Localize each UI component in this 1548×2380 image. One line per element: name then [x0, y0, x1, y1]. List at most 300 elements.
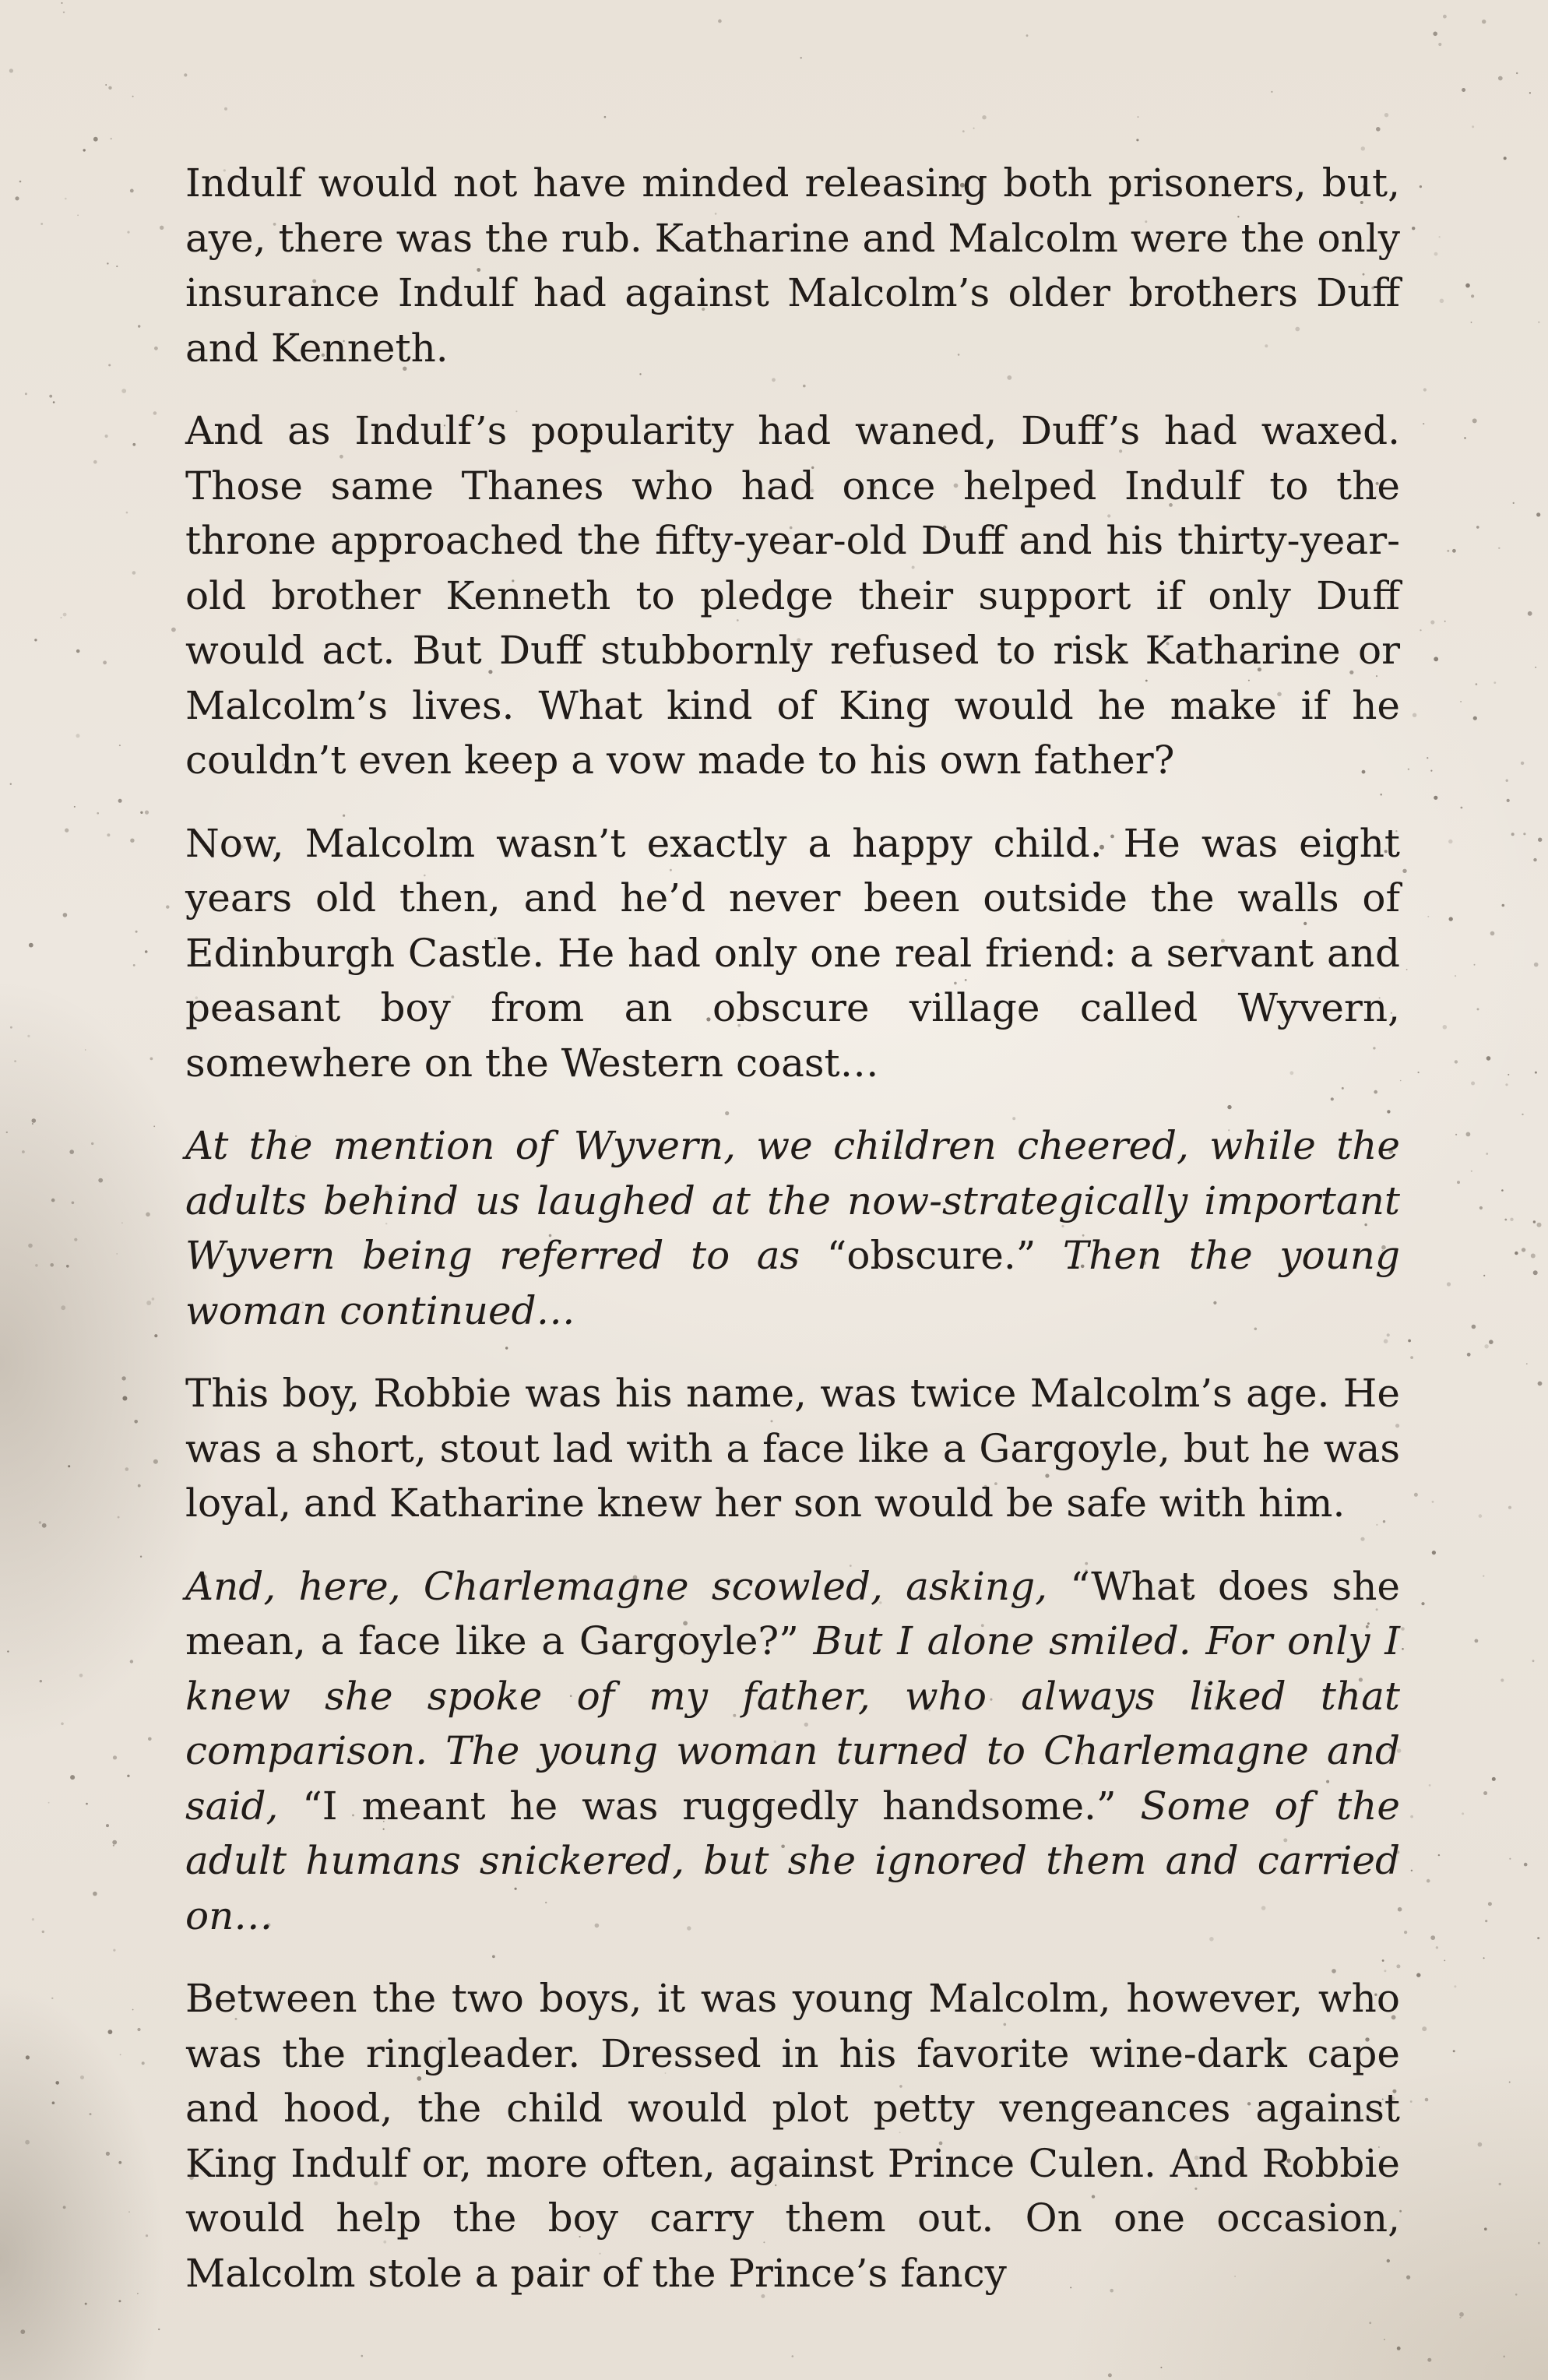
paper-speck — [1464, 437, 1465, 438]
paper-speck — [19, 181, 22, 183]
paper-speck — [137, 2293, 139, 2294]
paper-speck — [1513, 502, 1515, 504]
paper-speck — [148, 1737, 152, 1741]
paragraph-2 — [185, 403, 1400, 788]
paper-speck — [1523, 833, 1525, 835]
paper-speck — [1511, 833, 1515, 836]
paper-speck — [1473, 716, 1477, 720]
paper-speck — [113, 1845, 114, 1847]
paper-speck — [1490, 931, 1495, 936]
paper-speck — [1522, 1114, 1523, 1115]
paper-speck — [800, 57, 802, 58]
paper-speck — [93, 1892, 97, 1896]
paper-speck — [1516, 72, 1518, 74]
paper-speck — [14, 1060, 16, 1062]
paper-speck — [106, 1824, 109, 1827]
paper-speck — [61, 1305, 65, 1310]
paper-speck — [1423, 423, 1424, 424]
paper-speck — [1482, 19, 1486, 23]
paper-speck — [184, 73, 187, 76]
paper-speck — [1478, 2142, 1483, 2147]
paper-speck — [107, 833, 110, 836]
paper-speck — [1522, 1248, 1525, 1252]
paper-speck — [1538, 838, 1542, 842]
paper-speck — [118, 2161, 121, 2164]
paper-speck — [74, 806, 76, 808]
paper-speck — [1457, 1181, 1460, 1184]
paper-speck — [1529, 92, 1531, 93]
paper-speck — [140, 812, 142, 814]
paper-speck — [35, 1264, 38, 1267]
paper-speck — [63, 12, 65, 13]
paper-speck — [62, 2, 63, 4]
paper-speck — [10, 783, 12, 785]
paper-speck — [122, 1396, 127, 1401]
paper-speck — [1427, 916, 1429, 917]
paper-speck — [42, 1523, 47, 1528]
paper-speck — [74, 1238, 77, 1241]
paper-speck — [1423, 388, 1427, 391]
paper-speck — [1108, 2373, 1112, 2377]
paper-speck — [118, 1516, 120, 1519]
paper-speck — [1376, 127, 1381, 132]
paper-speck — [1533, 1270, 1538, 1275]
paper-speck — [1488, 1902, 1492, 1906]
paper-speck — [25, 393, 27, 395]
paper-speck — [1438, 43, 1441, 46]
paper-speck — [1483, 1275, 1485, 1276]
paper-speck — [1402, 1648, 1404, 1650]
paper-speck — [93, 137, 98, 142]
paper-speck — [9, 69, 13, 72]
paper-speck — [1476, 526, 1479, 529]
paper-speck — [20, 2329, 25, 2334]
paper-speck — [80, 2075, 84, 2079]
paper-speck — [1408, 1340, 1411, 1343]
paper-speck — [121, 1222, 123, 1223]
paper-speck — [1531, 1254, 1536, 1259]
paper-speck — [146, 1301, 151, 1305]
paper-speck — [1532, 1660, 1535, 1662]
paper-speck — [1472, 125, 1474, 128]
paper-speck — [1449, 917, 1453, 921]
paper-speck — [1538, 2242, 1540, 2244]
paper-speck — [1484, 1344, 1488, 1348]
paper-speck — [51, 1199, 55, 1202]
paper-speck — [1524, 1863, 1528, 1867]
paper-speck — [7, 1650, 9, 1652]
paper-speck — [39, 1521, 41, 1523]
paragraph-1 — [185, 156, 1400, 375]
paper-speck — [126, 512, 128, 514]
paragraph-4-segment-1: At the mention of Wyvern, we children cheered, while the adults behind us laughed at the now-strategically important Wyvern being referred to as — [185, 1123, 1400, 1278]
paper-speck — [53, 401, 55, 403]
paper-speck — [1430, 770, 1432, 772]
paper-speck — [105, 435, 108, 438]
paper-speck — [106, 2152, 110, 2156]
paper-speck — [1455, 1060, 1458, 1063]
paper-speck — [1536, 512, 1540, 516]
paragraph-6-quote-1: “What does she mean, a face like a Gargoyle?” — [185, 1563, 1401, 1664]
paper-speck — [1397, 2347, 1401, 2350]
paper-speck — [85, 2303, 87, 2305]
paper-speck — [1485, 1920, 1487, 1922]
paper-speck — [1421, 1602, 1424, 1605]
paper-speck — [1414, 1493, 1418, 1497]
paper-speck — [1535, 667, 1536, 668]
paper-speck — [1476, 683, 1478, 685]
paper-speck — [1526, 1363, 1528, 1364]
paper-speck — [1434, 252, 1438, 256]
paper-speck — [160, 226, 164, 230]
paper-speck — [49, 395, 52, 398]
paper-speck — [153, 1125, 155, 1127]
paper-speck — [1434, 657, 1438, 661]
paragraph-7 — [185, 1971, 1400, 2301]
paper-speck — [15, 196, 19, 200]
paper-speck — [1509, 1858, 1511, 1860]
paper-speck — [1483, 1791, 1487, 1795]
paper-speck — [6, 1132, 8, 1133]
paper-speck — [120, 2054, 121, 2055]
paper-speck — [25, 2140, 30, 2145]
paper-speck — [1471, 294, 1474, 298]
paper-speck — [1506, 780, 1508, 782]
paper-speck — [63, 613, 67, 617]
paragraph-2-segment-1: And as Indulf’s popularity had waned, Duff’s had waxed. Those same Thanes who had once helped Indulf to the throne approached the fifty-year-old Duff and his thirty-year-old brother Kenneth to pledge their support if only Duff would act. But Duff stubbornly refused to risk Katharine or Malcolm’s lives. What kind of King would he make if he couldn’t even keep a vow made to his own father? — [185, 408, 1400, 783]
paper-speck — [1503, 2356, 1505, 2358]
paper-speck — [1413, 713, 1416, 717]
paper-speck — [1467, 1353, 1471, 1357]
paper-speck — [1472, 418, 1477, 423]
paper-speck — [1501, 1189, 1504, 1192]
paper-speck — [132, 2009, 134, 2011]
paper-speck — [137, 2028, 140, 2031]
paragraph-4-quote: “obscure.” — [826, 1233, 1036, 1278]
paper-speck — [138, 325, 140, 327]
paper-speck — [146, 2234, 148, 2237]
paper-speck — [68, 1465, 70, 1467]
paper-speck — [1462, 1812, 1464, 1815]
paper-speck — [40, 1680, 42, 1682]
paper-speck — [1452, 549, 1456, 553]
page-body-text — [185, 156, 1400, 2329]
paper-speck — [138, 1484, 141, 1488]
paper-speck — [1486, 1153, 1488, 1155]
paper-speck — [1474, 964, 1476, 966]
paper-speck — [1432, 1501, 1434, 1503]
paper-speck — [1361, 146, 1365, 150]
paper-speck — [27, 1035, 30, 1037]
paper-speck — [1493, 681, 1496, 684]
paper-speck — [119, 745, 121, 746]
paper-speck — [1443, 1025, 1448, 1030]
paper-speck — [42, 1931, 44, 1933]
paper-speck — [1479, 1206, 1483, 1209]
paper-speck — [32, 1118, 37, 1123]
paper-speck — [51, 1998, 53, 1999]
paper-speck — [1436, 1946, 1438, 1949]
paper-speck — [1505, 1083, 1508, 1086]
paper-speck — [1528, 611, 1532, 616]
paper-speck — [85, 1049, 86, 1051]
paper-speck — [66, 1265, 69, 1268]
paper-speck — [1533, 858, 1536, 861]
paper-speck — [1466, 1132, 1471, 1137]
paper-speck — [1509, 2082, 1511, 2083]
paper-speck — [48, 1802, 50, 1804]
paper-speck — [1484, 2227, 1487, 2230]
paper-speck — [1504, 1219, 1507, 1221]
paper-speck — [1537, 1223, 1542, 1227]
paper-speck — [26, 2055, 30, 2059]
paper-speck — [1384, 2339, 1385, 2340]
paper-speck — [86, 1803, 88, 1805]
paper-speck — [132, 443, 135, 446]
paper-speck — [1461, 807, 1463, 809]
paper-speck — [1444, 621, 1446, 622]
paper-speck — [1411, 1870, 1413, 1871]
paper-speck — [982, 115, 986, 119]
paper-speck — [132, 96, 134, 97]
paper-speck — [1406, 969, 1408, 970]
paper-speck — [103, 660, 107, 664]
paper-speck — [118, 799, 122, 803]
paper-speck — [34, 639, 37, 641]
paper-speck — [1402, 869, 1406, 873]
paper-speck — [113, 1755, 117, 1759]
paper-speck — [1444, 1960, 1445, 1962]
paper-speck — [128, 2211, 130, 2213]
paper-speck — [1459, 2317, 1461, 2318]
paper-speck — [1410, 2100, 1413, 2103]
paper-speck — [1429, 1784, 1431, 1787]
paper-speck — [1499, 2183, 1501, 2185]
paper-speck — [29, 943, 33, 948]
paper-speck — [1477, 1008, 1479, 1010]
paragraph-3-segment-1: Now, Malcolm wasn’t exactly a happy child. He was eight years old then, and he’d never been outside the walls of Edinburgh Castle. He had only one real friend: a servant and peasant boy from an obscure village called Wyvern, somewhere on the Western coast… — [185, 820, 1400, 1086]
paper-speck — [1412, 227, 1415, 230]
paper-speck — [1434, 796, 1437, 800]
paper-speck — [72, 1202, 75, 1205]
paper-speck — [1430, 620, 1434, 624]
paper-speck — [1515, 2294, 1518, 2296]
paper-speck — [1439, 236, 1441, 238]
paper-speck — [1430, 1935, 1435, 1940]
paper-speck — [1501, 1678, 1504, 1681]
paper-speck — [1160, 2367, 1162, 2368]
paper-speck — [1538, 321, 1540, 323]
paper-speck — [145, 811, 149, 815]
paper-speck — [1538, 1382, 1543, 1386]
paper-speck — [1422, 2026, 1427, 2031]
paper-speck — [105, 84, 107, 86]
paper-speck — [1535, 1072, 1537, 1074]
paper-speck — [1508, 1074, 1509, 1076]
paper-speck — [50, 1263, 54, 1267]
paper-speck — [166, 905, 169, 908]
paper-speck — [1425, 2098, 1429, 2102]
paper-speck — [1433, 32, 1437, 37]
paper-speck — [154, 1334, 157, 1337]
paper-speck — [1443, 15, 1447, 19]
paper-speck — [1483, 1576, 1484, 1577]
paper-speck — [1416, 1973, 1420, 1977]
paper-speck — [604, 116, 607, 118]
paper-speck — [146, 1213, 150, 1217]
paper-speck — [90, 2113, 92, 2115]
paper-speck — [1498, 76, 1503, 81]
paper-speck — [130, 189, 134, 193]
paper-speck — [1534, 963, 1539, 967]
paper-speck — [1507, 799, 1510, 802]
paper-speck — [61, 1723, 64, 1726]
paper-speck — [1026, 34, 1029, 37]
paper-speck — [127, 1775, 129, 1777]
paper-speck — [108, 2030, 113, 2034]
paper-speck — [1486, 1056, 1491, 1061]
paper-speck — [121, 1376, 125, 1380]
paper-speck — [1515, 1252, 1518, 1255]
paper-speck — [69, 1150, 74, 1154]
paper-speck — [125, 1467, 129, 1471]
paper-speck — [10, 1026, 12, 1029]
paper-speck — [97, 812, 99, 815]
paper-speck — [158, 2329, 160, 2330]
paper-speck — [52, 2101, 55, 2104]
paper-speck — [1504, 157, 1507, 160]
paper-speck — [1537, 1937, 1539, 1939]
paragraph-4-segment-3: Then the young woman continued… — [185, 1233, 1400, 1333]
paper-speck — [63, 913, 68, 917]
paper-speck — [130, 839, 134, 843]
paper-speck — [1521, 762, 1524, 765]
paper-speck — [134, 1420, 138, 1424]
paper-speck — [132, 571, 136, 575]
paper-speck — [1427, 1879, 1430, 1883]
paper-speck — [1483, 1957, 1485, 1959]
paper-speck — [1475, 1639, 1479, 1643]
paper-speck — [79, 1674, 83, 1678]
paper-speck — [154, 347, 158, 350]
paper-speck — [112, 1840, 117, 1845]
paper-speck — [1404, 1931, 1407, 1934]
paper-speck — [361, 2355, 364, 2357]
paper-speck — [142, 2061, 145, 2065]
paragraph-5 — [185, 1366, 1400, 1531]
paper-speck — [127, 231, 129, 234]
paragraph-3 — [185, 816, 1400, 1091]
paper-speck — [1465, 283, 1470, 288]
paper-speck — [108, 86, 111, 90]
paper-speck — [1453, 2050, 1455, 2052]
paper-speck — [1454, 1985, 1456, 1987]
paper-speck — [1471, 1082, 1475, 1086]
paper-speck — [70, 1775, 75, 1780]
paper-speck — [1401, 1627, 1405, 1631]
paper-speck — [1438, 1854, 1440, 1856]
paragraph-6-narration — [185, 1559, 1400, 1944]
paper-speck — [1472, 1325, 1476, 1329]
paper-speck — [718, 19, 722, 23]
paper-speck — [1271, 91, 1272, 93]
paper-speck — [130, 1660, 133, 1663]
paper-speck — [76, 650, 80, 653]
paper-speck — [1460, 701, 1462, 702]
paper-speck — [973, 128, 975, 129]
paper-speck — [22, 1150, 25, 1153]
paper-speck — [55, 2081, 59, 2085]
paper-speck — [1447, 550, 1449, 552]
paper-speck — [63, 2206, 66, 2209]
paper-speck — [1447, 1282, 1451, 1286]
paper-speck — [116, 1253, 118, 1255]
paragraph-5-segment-1: This boy, Robbie was his name, was twice Malcolm’s age. He was a short, stout lad with a face like a Gargoyle, but he was loyal, and Katharine knew her son would be safe with him. — [185, 1371, 1400, 1526]
paper-speck — [98, 1178, 103, 1183]
paper-speck — [135, 931, 138, 933]
paper-speck — [152, 1297, 155, 1301]
paper-speck — [1427, 2358, 1431, 2362]
paper-speck — [171, 628, 176, 632]
paper-speck — [145, 950, 148, 953]
paper-speck — [1136, 139, 1138, 141]
paper-speck — [792, 2355, 794, 2357]
paper-speck — [153, 1459, 158, 1464]
paragraph-4-narration — [185, 1118, 1400, 1338]
paper-speck — [1455, 1134, 1457, 1135]
paper-speck — [1420, 629, 1421, 631]
paragraph-7-segment-1: Between the two boys, it was young Malcolm, however, who was the ringleader. Dressed in his favorite wine-dark cape and hood, the child would plot petty vengeances against King Indulf or, more often, against Prince Culen. And Robbie would help the boy carry them out. On one occasion, Malcolm stole a pair of the Prince’s fancy — [185, 1976, 1400, 2296]
paper-speck — [1432, 1551, 1436, 1554]
paper-speck — [1448, 840, 1452, 843]
paper-speck — [1471, 322, 1472, 323]
paper-speck — [1471, 1171, 1472, 1172]
paper-speck — [1418, 1072, 1420, 1073]
paper-speck — [61, 617, 62, 618]
paper-speck — [150, 1058, 153, 1061]
paragraph-6-segment-5: Some of the adult humans snickered, but she ignored them and carried on… — [185, 1783, 1400, 1938]
paper-speck — [32, 1918, 34, 1921]
paper-speck — [65, 198, 67, 200]
paper-speck — [1400, 1080, 1402, 1082]
paper-speck — [108, 364, 111, 366]
paper-speck — [91, 1142, 93, 1145]
paper-speck — [1410, 1356, 1413, 1359]
paper-speck — [1533, 1220, 1536, 1223]
paper-speck — [107, 262, 108, 264]
paper-speck — [93, 460, 97, 464]
paper-speck — [116, 266, 118, 267]
paper-speck — [113, 1949, 115, 1952]
paper-speck — [1508, 1506, 1511, 1509]
paper-speck — [28, 1244, 33, 1248]
paper-speck — [1479, 1514, 1483, 1518]
paper-speck — [1492, 1777, 1496, 1781]
paper-speck — [133, 964, 135, 966]
paper-speck — [40, 223, 43, 225]
paper-speck — [1498, 547, 1500, 549]
paper-speck — [1408, 769, 1409, 770]
paper-speck — [76, 734, 80, 738]
paper-speck — [118, 2300, 121, 2302]
paper-speck — [83, 149, 86, 151]
paper-speck — [1455, 975, 1456, 977]
paper-speck — [962, 130, 965, 132]
paragraph-1-segment-1: Indulf would not have minded releasing both prisoners, but, aye, there was the rub. Katharine and Malcolm were the only insurance Indulf had against Malcolm’s older brothers Duff and Kenneth. — [185, 160, 1400, 371]
paper-speck — [1427, 757, 1428, 759]
paper-speck — [224, 107, 227, 111]
paper-speck — [1462, 88, 1465, 92]
